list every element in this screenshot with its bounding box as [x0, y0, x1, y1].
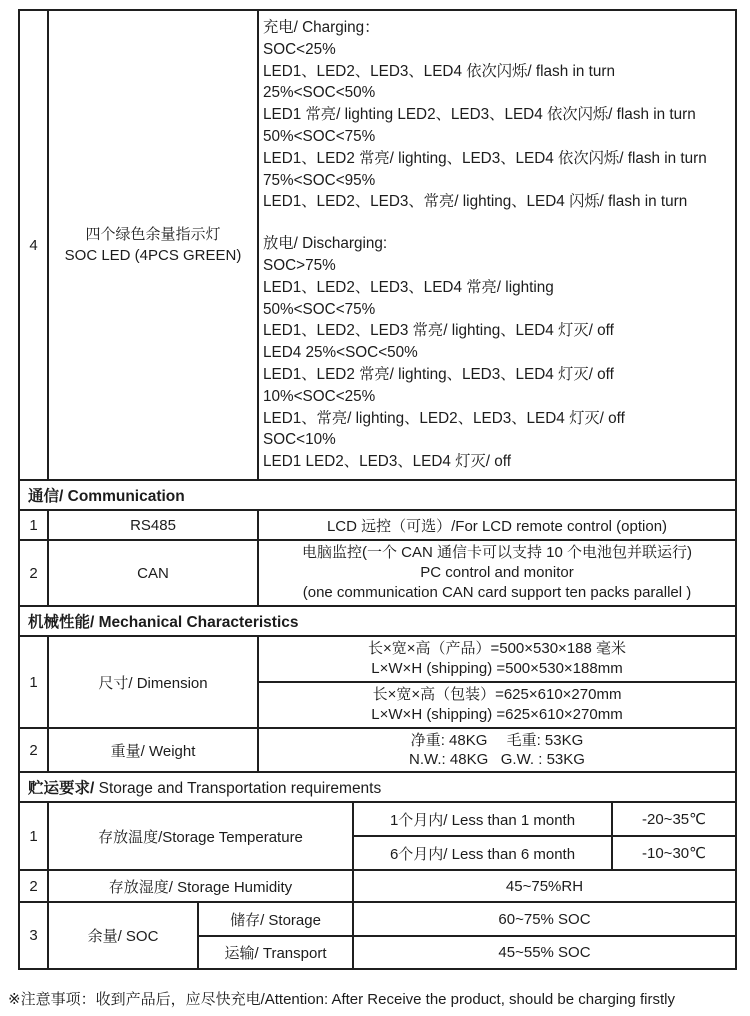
- value-cell: LCD 远控（可选）/For LCD remote control (option): [258, 510, 736, 540]
- value-line: 长×宽×高（包装）=625×610×270mm: [372, 686, 622, 703]
- value-line: 长×宽×高（产品）=500×530×188 毫米: [367, 640, 627, 657]
- item-name-zh: 四个绿色余量指示灯: [85, 226, 221, 243]
- table-row-soc-led: [19, 10, 736, 480]
- attention-footnote: ※注意事项：收到产品后，应尽快充电/Attention: After Receive the product, should be charging firstly: [8, 991, 675, 1008]
- temp-range-cell: -10~30℃: [612, 836, 736, 870]
- section-header-storage: [19, 772, 736, 802]
- table-row-dimension-product: [19, 636, 736, 682]
- section-header-mechanical: [19, 606, 736, 636]
- dimension-product-lines: [263, 639, 731, 679]
- row-number-cell: 1: [19, 510, 48, 540]
- item-name-cell: 存放湿度/ Storage Humidity: [48, 870, 353, 902]
- dimension-package-lines: [263, 685, 731, 725]
- period-cell: 1个月内/ Less than 1 month: [353, 802, 612, 836]
- section-title-en: Mechanical Characteristics: [98, 614, 299, 631]
- can-value-lines: [263, 543, 731, 603]
- led-state-line: 10%<SOC<25%: [263, 387, 376, 405]
- item-name-cell: RS485: [48, 510, 258, 540]
- led-state-line: LED1 LED2、LED3、LED4 灯灭/ off: [263, 453, 511, 471]
- section-title-zh: 机械性能/: [28, 614, 95, 631]
- row-number-cell: 4: [19, 10, 48, 480]
- led-state-line: SOC>75%: [263, 257, 336, 274]
- led-state-line: 50%<SOC<75%: [263, 300, 376, 318]
- item-name-cell: 余量/ SOC: [48, 902, 198, 969]
- item-name-cell: CAN: [48, 540, 258, 606]
- section-header-communication: [19, 480, 736, 510]
- value-line: L×W×H (shipping) =500×530×188mm: [371, 660, 623, 677]
- table-row-storage-temp-1month: [19, 802, 736, 836]
- row-number-cell: 3: [19, 902, 48, 969]
- led-state-line: SOC<10%: [263, 431, 336, 449]
- led-state-line: 75%<SOC<95%: [263, 171, 376, 189]
- table-row-weight: [19, 728, 736, 772]
- led-state-line: 25%<SOC<50%: [263, 84, 376, 102]
- led-state-line: 放电/ Discharging:: [263, 235, 388, 253]
- item-name-cell: 重量/ Weight: [48, 728, 258, 772]
- led-state-line: LED1、LED2 常亮/ lighting、LED3、LED4 灯灭/ off: [263, 365, 614, 383]
- item-name-en: SOC LED (4PCS GREEN): [64, 247, 242, 264]
- value-line: 净重: 48KG 毛重: 53KG: [410, 732, 584, 749]
- value-line: PC control and monitor: [420, 564, 574, 581]
- row-number-cell: 1: [19, 636, 48, 728]
- led-states-cell: [258, 10, 736, 480]
- table-row-soc-storage: [19, 902, 736, 936]
- led-state-line: LED1、LED2 常亮/ lighting、LED3、LED4 依次闪烁/ flash in turn: [263, 149, 707, 167]
- charging-lines: [263, 17, 731, 213]
- spec-table: [18, 9, 737, 970]
- value-cell: 60~75% SOC: [353, 902, 736, 936]
- section-title-zh: 贮运要求/: [28, 780, 95, 797]
- table-row-rs485: [19, 510, 736, 540]
- table-row-storage-humidity: [19, 870, 736, 902]
- led-state-line: LED1 常亮/ lighting LED2、LED3、LED4 依次闪烁/ flash in turn: [263, 106, 696, 124]
- section-header-cell: [19, 480, 736, 510]
- discharging-lines: [263, 233, 731, 473]
- led-state-line: 50%<SOC<75%: [263, 128, 376, 146]
- dimension-product-cell: [258, 636, 736, 682]
- value-line: 电脑监控(一个 CAN 通信卡可以支持 10 个电池包并联运行): [301, 544, 693, 561]
- section-header-cell: [19, 606, 736, 636]
- section-header-cell: [19, 772, 736, 802]
- value-cell: 45~75%RH: [353, 870, 736, 902]
- table-row-can: [19, 540, 736, 606]
- value-line: (one communication CAN card support ten packs parallel ): [302, 584, 692, 601]
- section-title-en: Storage and Transportation requirements: [98, 780, 382, 797]
- section-title-en: Communication: [67, 488, 185, 505]
- led-state-line: 充电/ Charging：: [263, 19, 380, 37]
- led-state-line: SOC<25%: [263, 40, 336, 58]
- temp-range-cell: -20~35℃: [612, 802, 736, 836]
- led-state-line: LED1、LED2、LED3、LED4 常亮/ lighting: [263, 278, 554, 296]
- mode-cell: 运输/ Transport: [198, 936, 353, 969]
- section-title-zh: 通信/: [28, 488, 64, 505]
- value-line: N.W.: 48KG G.W. : 53KG: [409, 751, 585, 768]
- row-number-cell: 2: [19, 870, 48, 902]
- mode-cell: 储存/ Storage: [198, 902, 353, 936]
- period-cell: 6个月内/ Less than 6 month: [353, 836, 612, 870]
- item-name-cell: 尺寸/ Dimension: [48, 636, 258, 728]
- value-cell: [258, 540, 736, 606]
- led-state-line: LED1、LED2、LED3、LED4 依次闪烁/ flash in turn: [263, 62, 615, 80]
- value-cell: 45~55% SOC: [353, 936, 736, 969]
- item-name-cell: [48, 10, 258, 480]
- row-number-cell: 2: [19, 540, 48, 606]
- led-state-line: LED1、常亮/ lighting、LED2、LED3、LED4 灯灭/ off: [263, 409, 625, 427]
- row-number-cell: 1: [19, 802, 48, 870]
- led-state-line: LED4 25%<SOC<50%: [263, 344, 418, 362]
- dimension-package-cell: [258, 682, 736, 728]
- row-number-cell: 2: [19, 728, 48, 772]
- led-state-line: LED1、LED2、LED3、常亮/ lighting、LED4 闪烁/ flash in turn: [263, 193, 688, 211]
- weight-value-cell: [258, 728, 736, 772]
- weight-value-lines: [263, 731, 731, 769]
- value-line: L×W×H (shipping) =625×610×270mm: [371, 706, 623, 723]
- spacer: [263, 213, 731, 233]
- item-name-cell: 存放温度/Storage Temperature: [48, 802, 353, 870]
- led-state-line: LED1、LED2、LED3 常亮/ lighting、LED4 灯灭/ off: [263, 322, 614, 340]
